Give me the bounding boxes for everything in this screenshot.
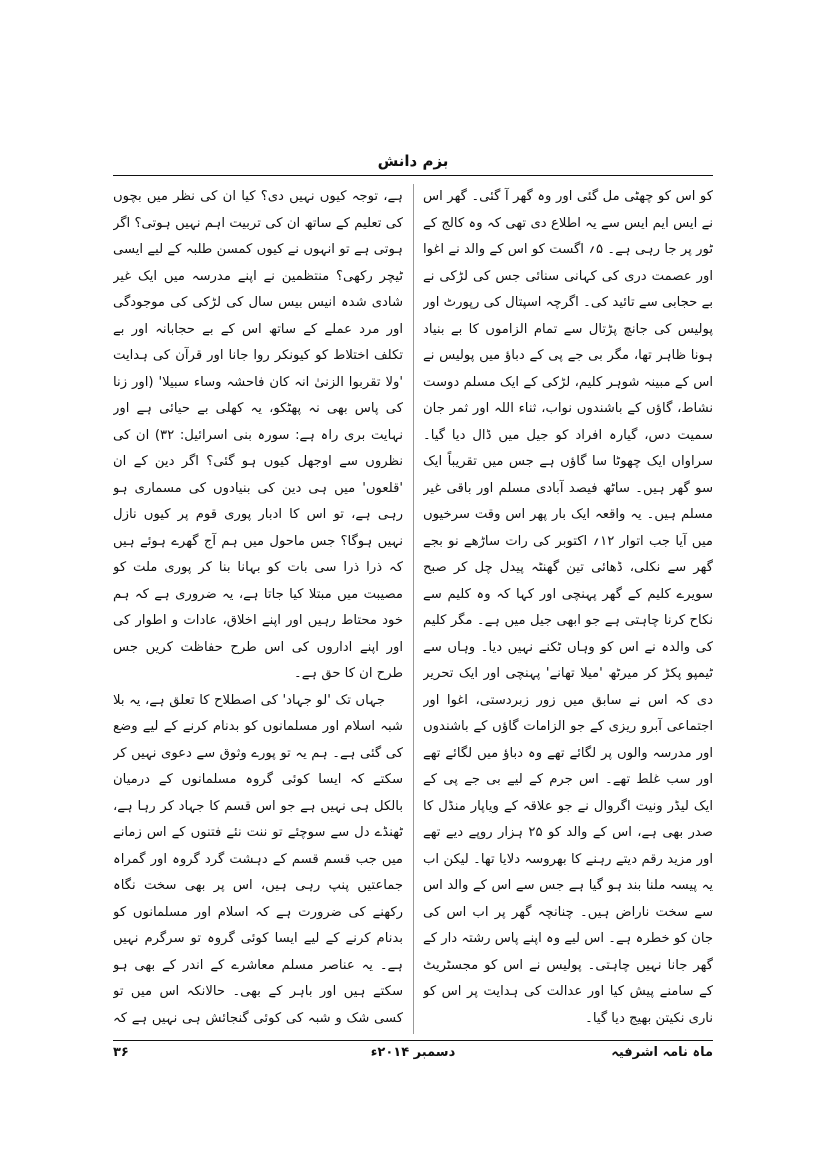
issue-date: دسمبر ۲۰۱۴ء <box>370 1045 456 1060</box>
paragraph <box>423 1032 713 1034</box>
paragraph: ہے، توجہ کیوں نہیں دی؟ کیا ان کی نظر میں بچوں کی تعلیم کے ساتھ ان کی تربیت اہم نہیں ہوتی؟ اگر ہوتی ہے تو انہوں نے کیوں کمسن طلبہ کے لیے ایسی ٹیچر رکھی؟ منتظمین نے اپنے مدرسہ میں ایک غیر شادی شدہ انیس بیس سال کی لڑکی کی موجودگی اور مرد عملے کے ساتھ اس کے بے حجابانہ اور بے تکلف اختلاط کو کیونکر روا جانا اور قرآن کی ہدایت 'ولا تقربوا الزنیٰ انہ کان فاحشہ وساء سبیلا' (اور زنا کی پاس بھی نہ پھٹکو، یہ کھلی بے حیائی ہے اور نہایت بری راہ ہے: سورہ بنی اسرائیل: ۳۲) ان کی نظروں سے اوجھل کیوں ہو گئی؟ اگر دین کے ان 'قلعوں' میں ہی دین کی بنیادوں کی مسماری ہو رہی ہے، تو اس کا ادبار پوری قوم پر کیوں نازل نہیں ہوگا؟ جس ماحول میں ہم آج گھرے ہوئے ہیں کہ ذرا ذرا سی بات کو بہانا بنا کر پوری ملت کو مصیبت میں مبتلا کیا جاتا ہے، یہ ضروری ہے کہ ہم خود محتاط رہیں اور اپنے اخلاق، عادات و اطوار کی اور اپنے اداروں کی اس طرح حفاظت کریں جس طرح ان کا حق ہے۔ <box>113 189 403 681</box>
running-title: بزم دانش <box>377 152 449 170</box>
column-divider <box>413 184 414 1034</box>
page-number: ۳۶ <box>113 1045 129 1060</box>
header-rule <box>113 175 713 176</box>
paragraph: کو اس کو چھٹی مل گئی اور وہ گھر آ گئی۔ گھر اس نے ایس ایم ایس سے یہ اطلاع دی تھی کہ وہ کالج کے ٹور پر جا رہی ہے۔ ۵؍ اگست کو اس کے والد نے اغوا اور عصمت دری کی کہانی سنائی جس کی لڑکی نے بے حجابی سے تائید کی۔ اگرچہ اسپتال کی رپورٹ اور پولیس کی جانچ پڑتال سے تمام الزاموں کا بے بنیاد ہونا ظاہر تھا، مگر بی جے پی کے دباؤ میں پولیس نے اس کے مبینہ شوہر کلیم، لڑکی کے ایک مسلم دوست نشاط، گاؤں کے باشندوں نواب، ثناء اللہ اور ثمر جان سمیت دس، گیارہ افراد کو جیل میں ڈال دیا گیا۔ سراواں ایک چھوٹا سا گاؤں ہے جس میں تقریباً ایک سو گھر ہیں۔ ساٹھ فیصد آبادی مسلم اور باقی غیر مسلم ہیں۔ یہ واقعہ ایک بار پھر اس وقت سرخیوں میں آیا جب اتوار ۱۲؍ اکتوبر کی رات ساڑھے نو بجے گھر سے نکلی، ڈھائی تین گھنٹہ پیدل چل کر صبح سویرے کلیم کے گھر پہنچی اور کہا کہ وہ کلیم سے نکاح کرنا چاہتی ہے جو ابھی جیل میں ہے۔ مگر کلیم کی والدہ نے اس کو وہاں ٹکنے نہیں دیا۔ وہاں سے ٹیمپو پکڑ کر میرٹھ 'میلا تھانے' پہنچی اور ایک تحریر دی کہ اس نے سابق میں زور زبردستی، اغوا اور اجتماعی آبرو ریزی کے جو الزامات گاؤں کے باشندوں اور مدرسہ والوں پر لگائے تھے وہ دباؤ میں لگائے تھے اور سب غلط تھے۔ اس جرم کے لیے بی جے پی کے ایک لیڈر ونیت اگروال نے جو علاقہ کے ویاپار منڈل کا صدر بھی ہے، اس کے والد کو ۲۵ ہزار روپے دیے تھے اور مزید رقم دیتے رہنے کا بھروسہ دلایا تھا۔ لیکن اب یہ پیسہ ملنا بند ہو گیا ہے جس سے اس کے والد اس سے سخت ناراض ہیں۔ چنانچہ گھر پر اب اس کی جان کو خطرہ ہے۔ اس لیے وہ اپنے پاس رشتہ دار کے گھر جانا نہیں چاہتی۔ پولیس نے اس کو مجسٹریٹ کے سامنے پیش کیا اور عدالت کی ہدایت پر اس کو ناری نکیتن بھیج دیا گیا۔ <box>423 189 713 1026</box>
paragraph: جہاں تک 'لو جہاد' کی اصطلاح کا تعلق ہے، یہ بلا شبہ اسلام اور مسلمانوں کو بدنام کرنے کے لیے وضع کی گئی ہے۔ ہم یہ تو پورے وثوق سے دعوی نہیں کر سکتے کہ ایسا کوئی گروہ مسلمانوں کے درمیان بالکل ہی نہیں ہے جو اس قسم کا جہاد کر رہا ہے، ٹھنڈے دل سے سوچئے تو ننت نئے فتنوں کے اس زمانے میں جب قسم قسم کے دہشت گرد گروہ اور گمراہ جماعتیں پنپ رہی ہیں، اس پر بھی سخت نگاہ رکھنے کی ضرورت ہے کہ اسلام اور مسلمانوں کو بدنام کرنے کے لیے ایسا کوئی گروہ تو سرگرم نہیں ہے۔ یہ عناصر مسلم معاشرے کے اندر کے بھی ہو سکتے ہیں اور باہر کے بھی۔ حالانکہ اس میں تو کسی شک و شبہ کی کوئی گنجائش ہی نہیں ہے کہ <box>113 692 403 1026</box>
footer-rule <box>113 1040 713 1041</box>
text-column-left <box>113 184 403 1034</box>
magazine-name: ماہ نامہ اشرفیہ <box>611 1045 713 1060</box>
text-column-right <box>423 184 713 1034</box>
